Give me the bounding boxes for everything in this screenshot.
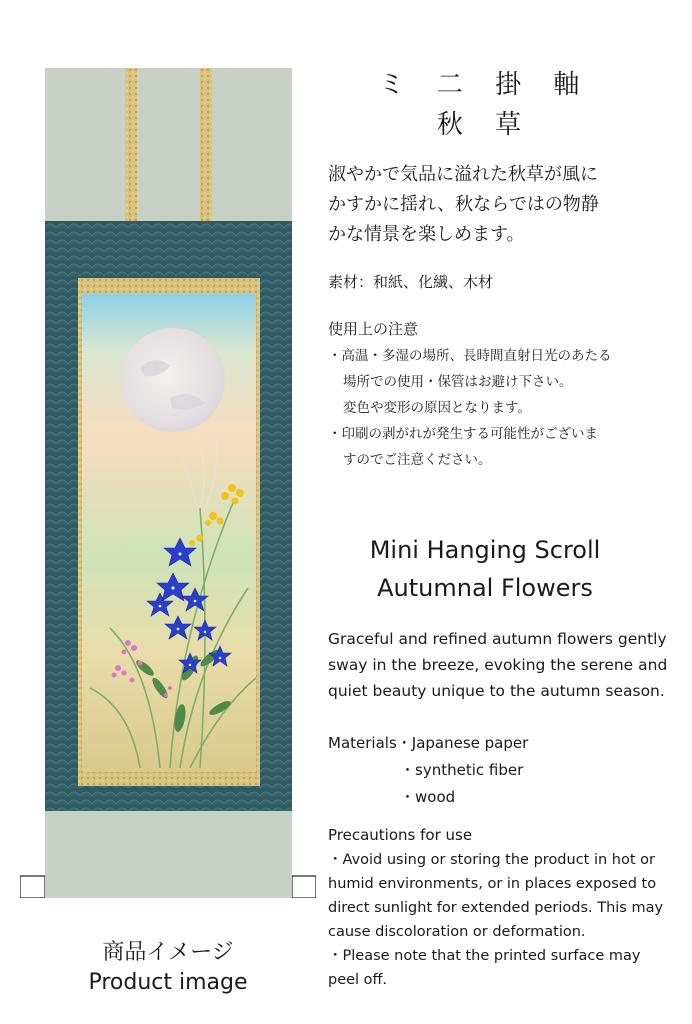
description-en-line: sway in the breeze, evoking the serene and [328,656,668,674]
description-en-line: Graceful and refined autumn flowers gently [328,630,667,648]
materials-en-item: ・wood [400,788,456,806]
caption-ja: 商品イメージ [102,940,234,965]
description-en [328,626,684,704]
precautions-en-heading: Precautions for use [328,826,473,844]
materials-en-item: ・Japanese paper [396,734,529,752]
precaution-ja-line: すのでご注意ください。 [343,452,492,468]
title-en-line1: Mini Hanging Scroll [369,536,601,564]
materials-en-item: ・synthetic fiber [400,761,524,779]
materials-en-label: Materials [328,734,397,752]
description-ja-line: かな情景を楽しめます。 [328,224,525,245]
description-ja [328,160,678,250]
description-ja-line: かすかに揺れ、秋ならではの物静 [328,194,599,215]
precaution-ja-line: 場所での使用・保管はお避け下さい。 [343,374,573,390]
precaution-ja-line: ・印刷の剥がれが発生する可能性がございま [328,426,598,442]
precaution-ja-line: 変色や変形の原因となります。 [343,400,531,416]
title-ja-line2: 秋 草 [436,110,534,140]
precautions-ja [328,343,678,473]
title-en-line2: Autumnal Flowers [377,574,593,602]
materials-ja: 素材：和紙、化繊、木材 [328,273,494,291]
precaution-ja-line: ・高温・多湿の場所、長時間直射日光のあたる [328,348,612,364]
caption-en: Product image [88,970,248,995]
title-ja-line1: ミ 二 掛 軸 [378,70,592,100]
precautions-ja-heading: 使用上の注意 [328,320,419,338]
precaution-en-line: ・Please note that the printed surface may [328,948,641,964]
materials-en [328,730,528,811]
precaution-en-line: ・Avoid using or storing the product in hot or [328,852,655,868]
precaution-en-line: humid environments, or in places exposed to [328,876,657,892]
precaution-en-line: peel off. [328,972,388,988]
description-ja-line: 淑やかで気品に溢れた秋草が風に [328,164,598,185]
precaution-en-line: direct sunlight for extended periods. This may [328,900,664,916]
precautions-en [328,848,684,992]
product-image [20,68,316,898]
precaution-en-line: cause discoloration or deformation. [328,924,586,940]
description-en-line: quiet beauty unique to the autumn season. [328,682,665,700]
